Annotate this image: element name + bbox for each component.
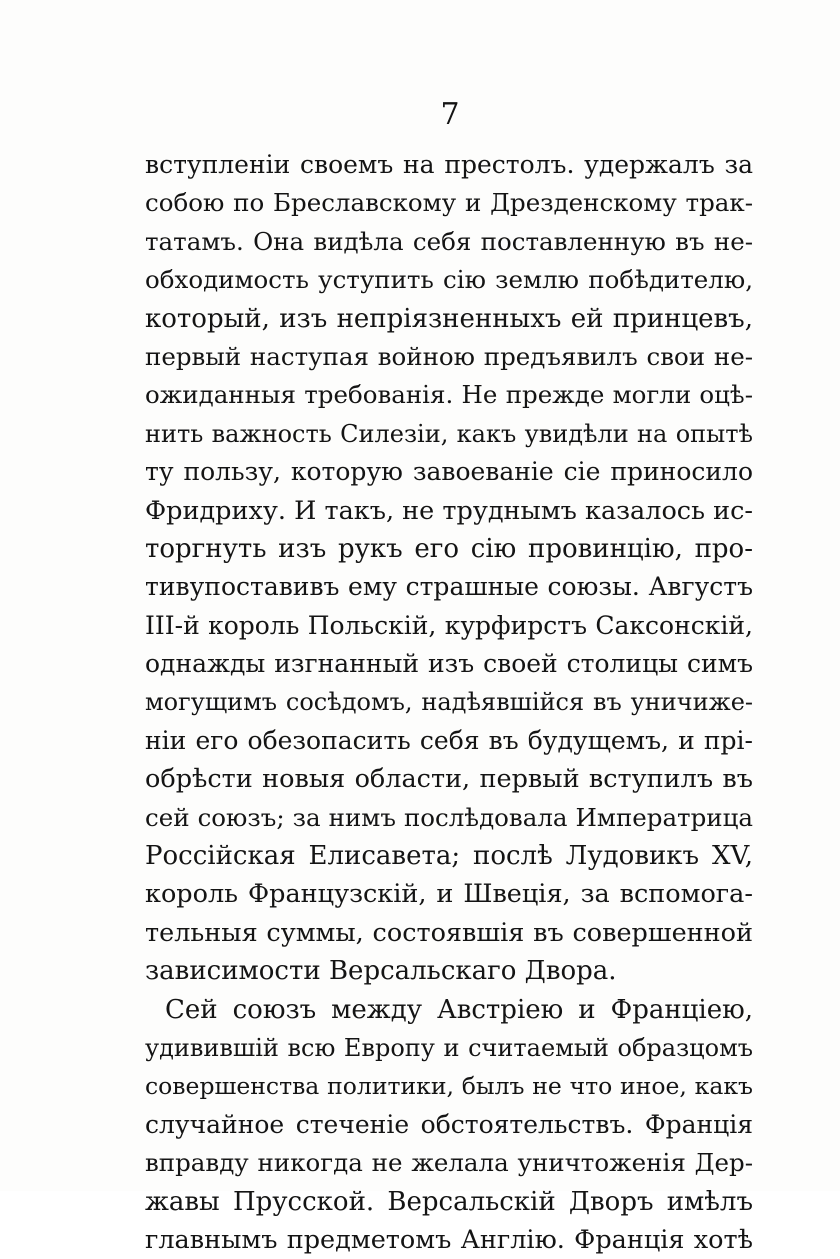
text-line: ніи его обезопасить себя въ будущемъ, и прі-: [145, 725, 753, 755]
text-line: однажды изгнанный изъ своей столицы симъ: [145, 649, 753, 679]
text-line: обходимость уступить сію землю побѣдителю,: [145, 265, 753, 295]
text-line: вправду никогда не желала уничтоженія Дер-: [145, 1148, 753, 1178]
text-line: Фридриху. И такъ, не труднымъ казалось ис-: [145, 495, 753, 526]
text-line: торгнуть изъ рукъ его сію провинцію, про-: [145, 533, 753, 564]
text-line: собою по Бреславскому и Дрезденскому трак-: [145, 188, 753, 218]
text-line: король Французскій, и Швеція, за вспомога-: [145, 879, 753, 910]
text-line: удивившій всю Европу и считаемый образцомъ: [145, 1033, 753, 1062]
text-line: обрѣсти новыя области, первый вступилъ въ: [145, 764, 753, 795]
text-line: жавы Прусской. Версальскій Дворъ имѣлъ: [145, 1186, 753, 1217]
text-line: первый наступая войною предъявилъ свои не-: [145, 341, 753, 371]
text-line: случайное стеченіе обстоятельствъ. Франція: [145, 1109, 753, 1139]
text-line: ожиданныя требованія. Не прежде могли оцѣ-: [145, 380, 753, 410]
text-line: нить важность Силезіи, какъ увидѣли на опытѣ: [145, 419, 753, 448]
text-line: татамъ. Она видѣла себя поставленную въ не-: [145, 226, 753, 256]
text-line: III-й король Польскій, курфирстъ Саксонскій,: [145, 610, 753, 640]
paragraph-end-line: зависимости Версальскаго Двора.: [145, 956, 617, 987]
text-line: совершенства политики, былъ не что иное, какъ: [145, 1072, 753, 1101]
text-line: сей союзъ; за нимъ послѣдовала Императрица: [145, 802, 753, 832]
text-line: тивупоставивъ ему страшные союзы. Августъ: [145, 572, 753, 602]
text-line: Россійская Елисавета; послѣ Лудовикъ XV,: [145, 841, 753, 872]
page-number: 7: [440, 97, 460, 132]
text-line: тельныя суммы, состоявшія въ совершенной: [145, 917, 753, 948]
text-line: вступленіи своемъ на престолъ. удержалъ за: [145, 150, 753, 179]
text-line: главнымъ предметомъ Англію. Франція хотѣ: [145, 1224, 753, 1255]
text-line: который, изъ непріязненныхъ ей принцевъ,: [145, 303, 753, 334]
paragraph-start-line: Сей союзъ между Австріею и Франціею,: [165, 994, 753, 1025]
text-line: могущимъ сосѣдомъ, надѣявшійся въ уничиже-: [145, 688, 753, 717]
text-line: ту пользу, которую завоеваніе сіе приносило: [145, 457, 753, 487]
body-text: [145, 146, 753, 1259]
